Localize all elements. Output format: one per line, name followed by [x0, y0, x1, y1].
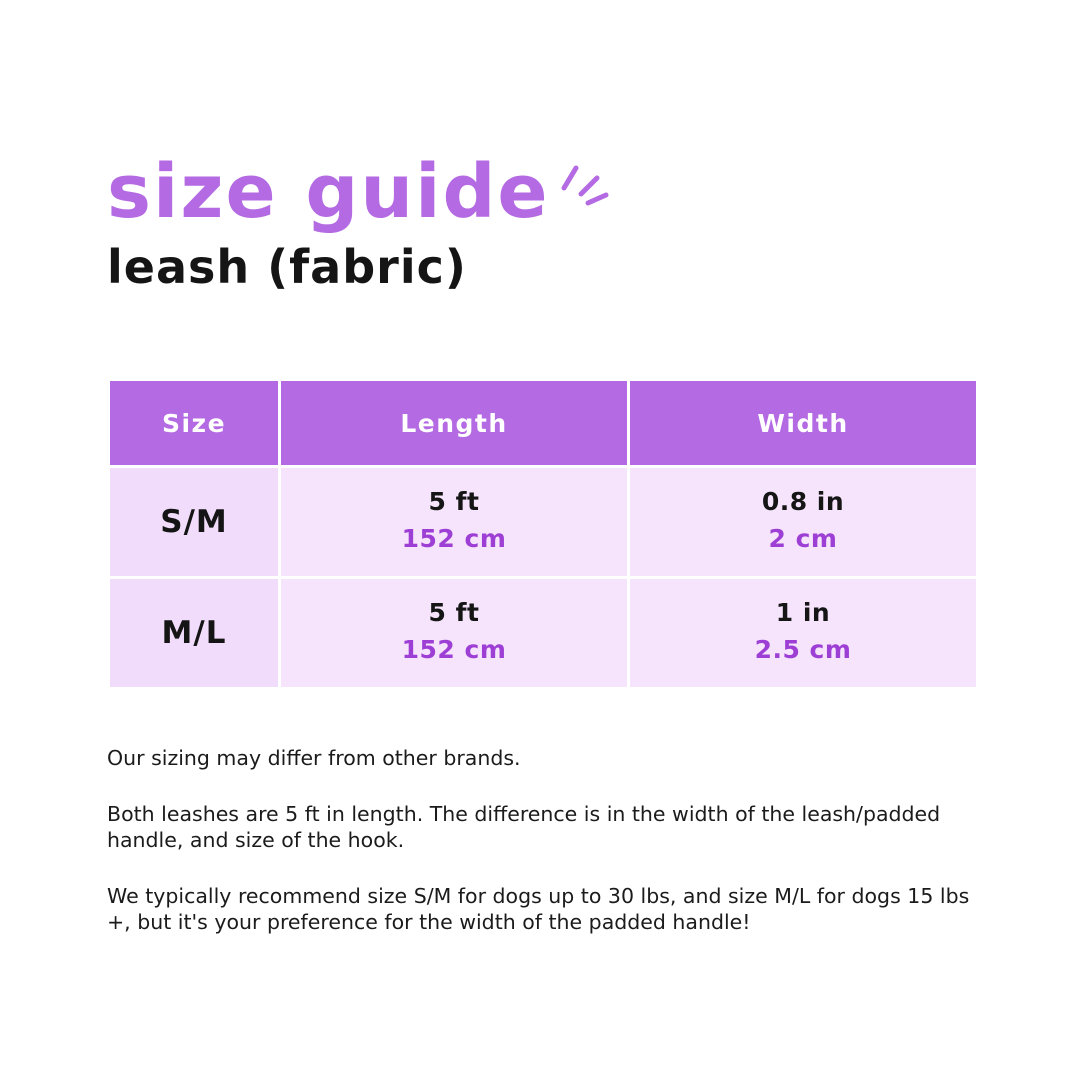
length-metric: 152 cm [401, 524, 507, 553]
table-body [110, 468, 976, 687]
sparkle-icon [554, 154, 614, 214]
notes-section [107, 745, 987, 935]
width-imperial: 0.8 in [761, 487, 845, 516]
column-header-width: Width [630, 381, 976, 465]
column-header-size: Size [110, 381, 278, 465]
cell-width [630, 468, 976, 576]
width-metric: 2 cm [768, 524, 838, 553]
cell-width [630, 579, 976, 687]
note-recommendation: We typically recommend size S/M for dogs up to 30 lbs, and size M/L for dogs 15 lbs +, but it's your preference for the width of the padded handle! [107, 884, 970, 934]
length-metric: 152 cm [401, 635, 507, 664]
cell-size: S/M [110, 468, 278, 576]
table-row [110, 579, 976, 687]
table-row [110, 468, 976, 576]
size-table-wrapper [107, 378, 973, 690]
length-imperial: 5 ft [428, 598, 480, 627]
note-length-difference: Both leashes are 5 ft in length. The difference is in the width of the leash/padded handle, and size of the hook. [107, 802, 941, 852]
table-header [110, 381, 976, 465]
width-metric: 2.5 cm [754, 635, 852, 664]
size-table [107, 378, 979, 690]
cell-length [281, 468, 627, 576]
cell-length [281, 579, 627, 687]
page-subtitle: leash (fabric) [107, 240, 467, 294]
note-sizing-differs: Our sizing may differ from other brands. [107, 746, 521, 770]
title-row [107, 150, 987, 234]
column-header-length: Length [281, 381, 627, 465]
cell-size: M/L [110, 579, 278, 687]
length-imperial: 5 ft [428, 487, 480, 516]
table-header-row [110, 381, 976, 465]
heading-block [107, 150, 987, 294]
page-title: size guide [107, 149, 550, 235]
width-imperial: 1 in [775, 598, 831, 627]
